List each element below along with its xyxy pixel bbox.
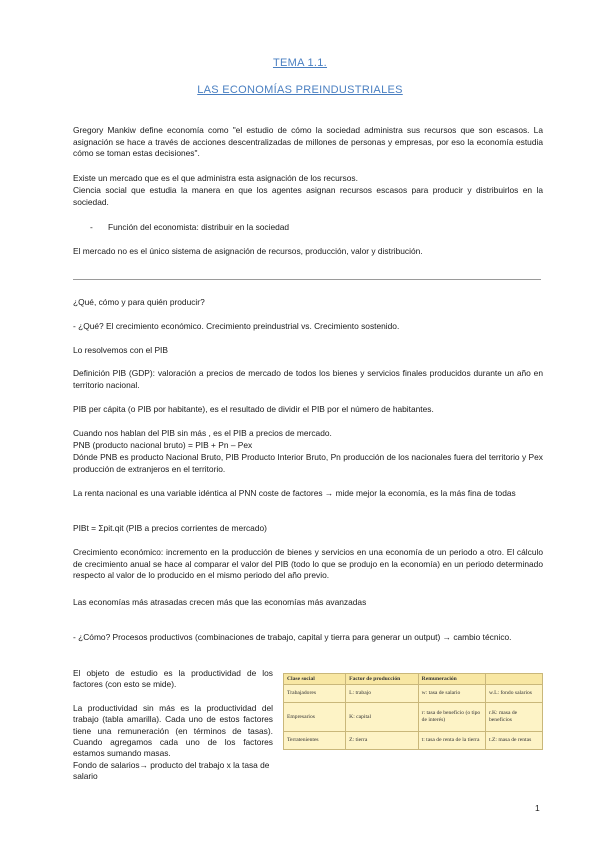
social-science-sentence: Ciencia social que estudia la manera en que los agentes asignan recursos escasos para producir y distribuirlos en la sociedad. (73, 185, 543, 207)
table-header: Remuneración (418, 674, 485, 685)
growth-definition: Crecimiento económico: incremento en la producción de bienes y servicios en una economía de un periodo a otro. El cálculo de crecimiento anual se hace al comparar el valor del PIB (todo lo que se produjo en la economía) en un periodo determinado respecto al valor de lo producido en el mismo periodo del año previo. (73, 547, 543, 581)
section-question: ¿Qué, cómo y para quién producir? (73, 297, 205, 307)
table-cell: t: tasa de renta de la tierra (418, 732, 485, 750)
table-row (284, 732, 543, 750)
table-cell: t.Z: masa de rentas (486, 732, 543, 750)
pnb-line-1: Cuando nos hablan del PIB sin más , es el PIB a precios de mercado. (73, 428, 332, 438)
bullet-dash: - (90, 222, 93, 232)
bullet-item (90, 222, 289, 234)
bullet-text: Función del economista: distribuir en la sociedad (108, 222, 290, 232)
wage-fund: Fondo de salarios→ producto del trabajo x la tasa de salario (73, 760, 270, 782)
productivity-object: El objeto de estudio es la productividad de los factores (con esto se mide). (73, 668, 273, 690)
question-how: - ¿Cómo? Procesos productivos (combinaciones de trabajo, capital y tierra para generar un output) → cambio técnico. (73, 632, 512, 642)
table-header (486, 674, 543, 685)
table-cell: w: tasa de salario (418, 685, 485, 703)
table-cell: Empresarios (284, 702, 346, 732)
market-not-only-system: El mercado no es el único sistema de asignación de recursos, producción, valor y distribución. (73, 246, 423, 256)
topic-number: TEMA 1.1. (272, 57, 328, 69)
pnb-explanation: Dónde PNB es producto Nacional Bruto, PIB Producto Interior Bruto, Pn producción de los nacionales fuera del territorio y Pex producción de extranjeros en el territorio. (73, 452, 543, 474)
table-cell: Terratenientes (284, 732, 346, 750)
mankiw-definition: Gregory Mankiw define economía como "el estudio de cómo la sociedad administra sus recursos que son escasos. La asignación se hace a través de acciones descentralizadas de millones de personas y empresas, por eso la economía estudia cómo se toman estas decisiones". (73, 125, 543, 159)
backward-economies: Las economías más atrasadas crecen más que las economías más avanzadas (73, 597, 367, 607)
pib-definition: Definición PIB (GDP): valoración a precios de mercado de todos los bienes y servicios finales producidos durante un año en territorio nacional. (73, 368, 543, 390)
table-cell: L: trabajo (346, 685, 419, 703)
question-what: - ¿Qué? El crecimiento económico. Crecimiento preindustrial vs. Crecimiento sostenido. (73, 321, 400, 331)
pib-per-capita: PIB per cápita (o PIB por habitante), es el resultado de dividir el PIB por el número de habitantes. (73, 404, 434, 414)
table-row (284, 685, 543, 703)
table-row (284, 702, 543, 732)
page-number: 1 (535, 803, 540, 813)
table-header: Factor de producción (346, 674, 419, 685)
table-cell: Trabajadores (284, 685, 346, 703)
pib-formula: PIBt = Σpit.qit (PIB a precios corrientes de mercado) (73, 523, 267, 533)
table-cell: r.K: masa de beneficios (486, 702, 543, 732)
labour-productivity: La productividad sin más es la productividad del trabajo (tabla amarilla). Cada uno de estos factores tiene una remuneración (en términos de tasas). Cuando agregamos cada uno de los factores estamos sumando masas. (73, 703, 273, 759)
divider (73, 279, 541, 280)
table-cell: K: capital (346, 702, 419, 732)
market-sentence: Existe un mercado que es el que administra esta asignación de los recursos. (73, 173, 358, 183)
table-cell: w.L: fondo salarios (486, 685, 543, 703)
national-income: La renta nacional es una variable idéntica al PNN coste de factores → mide mejor la economía, es la más fina de todas (73, 488, 516, 498)
table-header-row (284, 674, 543, 685)
pnb-formula: PNB (producto nacional bruto) = PIB + Pn – Pex (73, 440, 253, 450)
table-cell: r: tasa de beneficio (o tipo de interés) (418, 702, 485, 732)
pib-intro: Lo resolvemos con el PIB (73, 345, 168, 355)
table-cell: Z: tierra (346, 732, 419, 750)
page-title: LAS ECONOMÍAS PREINDUSTRIALES (197, 84, 403, 96)
factors-table (283, 673, 543, 750)
table-header: Clase social (284, 674, 346, 685)
